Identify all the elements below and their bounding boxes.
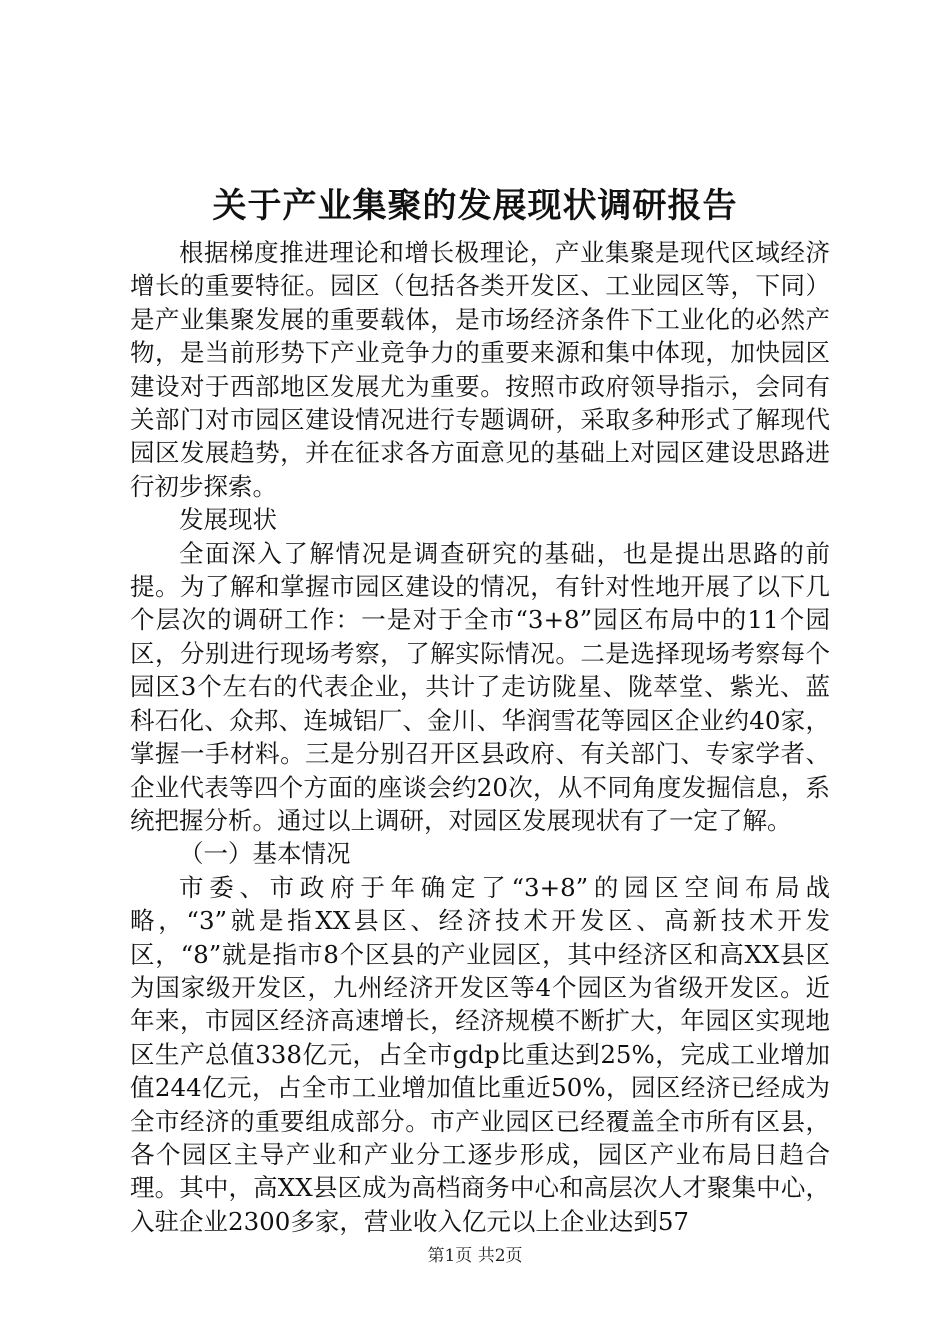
intro-paragraph: 根据梯度推进理论和增长极理论，产业集聚是现代区域经济增长的重要特征。园区（包括各类开发区、工业园区等，下同）是产业集聚发展的重要载体，是市场经济条件下工业化的必然产物，是当前形势下产业竞争力的重要来源和集中体现，加快园区建设对于西部地区发展尤为重要。按照市政府领导指示，会同有关部门对市园区建设情况进行专题调研，采取多种形式了解现代园区发展趋势，并在征求各方面意见的基础上对园区建设思路进行初步探索。 xyxy=(130,238,830,501)
page-footer: 第1页 共2页 xyxy=(427,1246,523,1266)
section-heading-development-status: 发展现状 xyxy=(179,505,277,535)
basic-situation-paragraph: 市委、市政府于年确定了“3+8”的园区空间布局战略，“3”就是指XX县区、经济技术开发区、高新技术开发区，“8”就是指市8个区县的产业园区，其中经济区和高XX县区为国家级开发区，九州经济开发区等4个园区为省级开发区。近年来，市园区经济高速增长，经济规模不断扩大，年园区实现地区生产总值338亿元，占全市gdp比重达到25%，完成工业增加值244亿元，占全市工业增加值比重近50%，园区经济已经成为全市经济的重要组成部分。市产业园区已经覆盖全市所有区县，各个园区主导产业和产业分工逐步形成，园区产业布局日趋合理。其中，高XX县区成为高档商务中心和高层次人才聚集中心，入驻企业2300多家，营业收入亿元以上企业达到57 xyxy=(130,872,830,1236)
document-body xyxy=(130,236,830,1238)
survey-paragraph: 全面深入了解情况是调查研究的基础，也是提出思路的前提。为了解和掌握市园区建设的情况，有针对性地开展了以下几个层次的调研工作：一是对于全市“3+8”园区布局中的11个园区，分别进行现场考察，了解实际情况。二是选择现场考察每个园区3个左右的代表企业，共计了走访陇星、陇萃堂、紫光、蓝科石化、众邦、连城铝厂、金川、华润雪花等园区企业约40家，掌握一手材料。三是分别召开区县政府、有关部门、专家学者、企业代表等四个方面的座谈会约20次，从不同角度发掘信息，系统把握分析。通过以上调研，对园区发展现状有了一定了解。 xyxy=(130,538,830,835)
page-title: 关于产业集聚的发展现状调研报告 xyxy=(212,186,738,226)
subsection-heading-basic-situation: （一）基本情况 xyxy=(179,839,351,869)
